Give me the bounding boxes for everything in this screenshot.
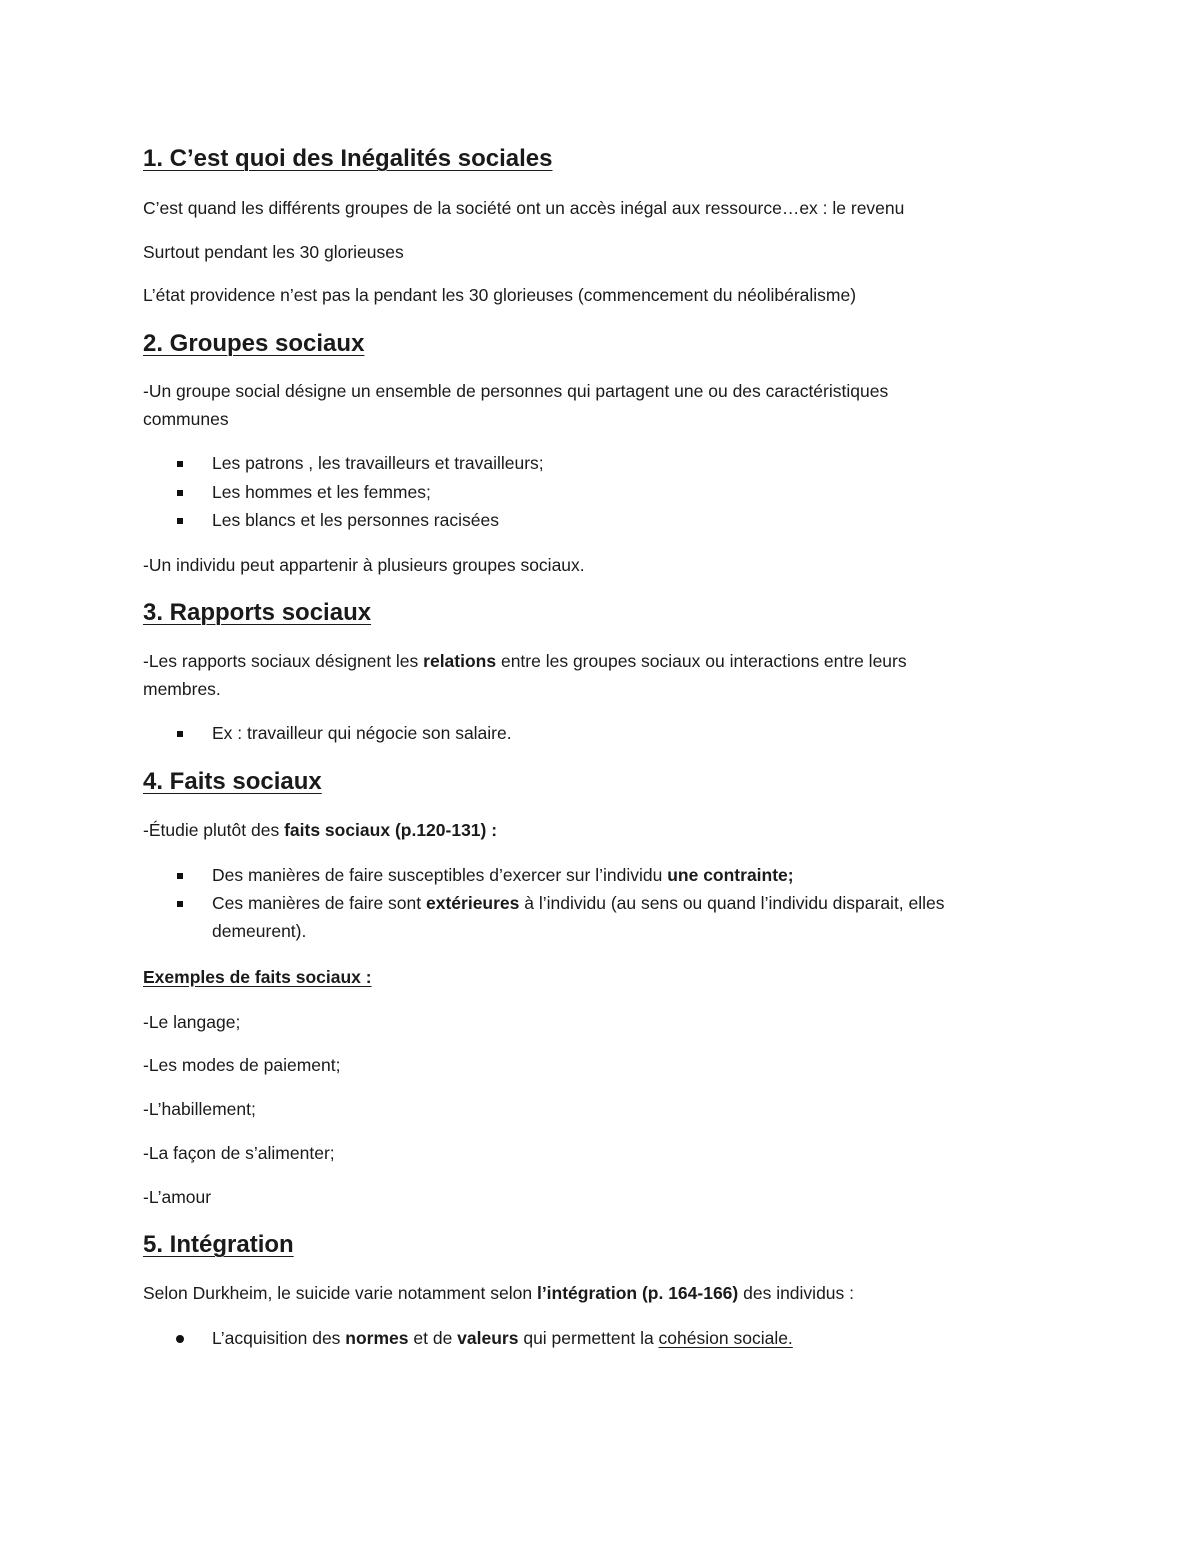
section-1-paragraph-3: L’état providence n’est pas la pendant les 30 glorieuses (commencement du néolibéralisme) bbox=[143, 285, 857, 305]
example-item: -L’amour bbox=[143, 1187, 212, 1207]
section-4-list-item: Des manières de faire susceptibles d’exercer sur l’individu une contrainte; bbox=[212, 865, 794, 885]
section-2-paragraph-1-line-2: communes bbox=[143, 409, 229, 429]
round-bullet-icon bbox=[176, 1335, 184, 1343]
example-item: -Le langage; bbox=[143, 1012, 241, 1032]
section-5-paragraph-1: Selon Durkheim, le suicide varie notamment selon l’intégration (p. 164-166) des individus : bbox=[143, 1283, 855, 1303]
example-item: -Les modes de paiement; bbox=[143, 1055, 341, 1075]
section-3-list-item: Ex : travailleur qui négocie son salaire. bbox=[212, 723, 512, 743]
section-1-title: 1. C’est quoi des Inégalités sociales bbox=[143, 145, 553, 172]
section-4-list-item: Ces manières de faire sont extérieures à l’individu (au sens ou quand l’individu disparait, elles bbox=[212, 893, 945, 913]
section-2-title: 2. Groupes sociaux bbox=[143, 330, 365, 357]
section-2-paragraph-2: -Un individu peut appartenir à plusieurs groupes sociaux. bbox=[143, 555, 585, 575]
square-bullet-icon bbox=[177, 461, 183, 467]
example-item: -La façon de s’alimenter; bbox=[143, 1143, 335, 1163]
section-4-paragraph-1: -Étudie plutôt des faits sociaux (p.120-131) : bbox=[143, 820, 498, 840]
square-bullet-icon bbox=[177, 873, 183, 879]
square-bullet-icon bbox=[177, 490, 183, 496]
section-1-paragraph-1: C’est quand les différents groupes de la société ont un accès inégal aux ressource…ex : le revenu bbox=[143, 198, 905, 218]
section-3-paragraph-1-line-1: -Les rapports sociaux désignent les relations entre les groupes sociaux ou interactions entre leurs bbox=[143, 651, 907, 671]
section-1-paragraph-2: Surtout pendant les 30 glorieuses bbox=[143, 242, 404, 262]
examples-subtitle: Exemples de faits sociaux : bbox=[143, 967, 372, 987]
section-5-title: 5. Intégration bbox=[143, 1231, 294, 1258]
section-2-paragraph-1-line-1: -Un groupe social désigne un ensemble de personnes qui partagent une ou des caractéristiques bbox=[143, 381, 889, 401]
square-bullet-icon bbox=[177, 731, 183, 737]
section-2-list-item: Les hommes et les femmes; bbox=[212, 482, 431, 502]
section-2-list-item: Les patrons , les travailleurs et travailleurs; bbox=[212, 453, 544, 473]
section-2-list-item: Les blancs et les personnes racisées bbox=[212, 510, 499, 530]
section-4-title: 4. Faits sociaux bbox=[143, 768, 322, 795]
section-4-list-item-continuation: demeurent). bbox=[212, 921, 307, 941]
square-bullet-icon bbox=[177, 518, 183, 524]
example-item: -L’habillement; bbox=[143, 1099, 256, 1119]
section-5-list-item: L’acquisition des normes et de valeurs qui permettent la cohésion sociale. bbox=[212, 1328, 793, 1348]
section-3-title: 3. Rapports sociaux bbox=[143, 599, 372, 626]
section-3-paragraph-1-line-2: membres. bbox=[143, 679, 221, 699]
square-bullet-icon bbox=[177, 901, 183, 907]
